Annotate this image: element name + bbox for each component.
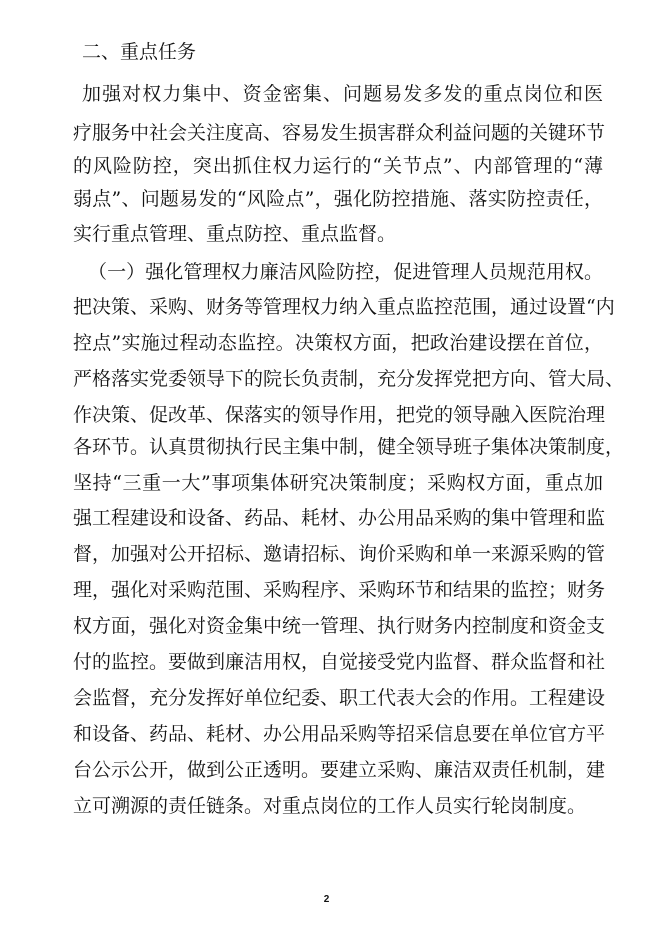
paragraph-2-line-1: （一）强化管理权力廉洁风险防控，促进管理人员规范用权。 — [88, 261, 603, 283]
paragraph-2-line-15: 台公示公开，做到公正透明。要建立采购、廉洁双责任机制，建 — [73, 759, 606, 781]
paragraph-2-line-6: 各环节。认真贯彻执行民主集中制，健全领导班子集体决策制度， — [73, 436, 625, 458]
paragraph-2-line-14: 和设备、药品、耗材、办公用品采购等招采信息要在单位官方平 — [73, 723, 606, 745]
paragraph-2-line-12: 付的监控。要做到廉洁用权，自觉接受党内监督、群众监督和社 — [73, 651, 606, 673]
section-heading: 二、重点任务 — [82, 41, 197, 63]
paragraph-2-line-2: 把决策、采购、财务等管理权力纳入重点监控范围，通过设置“内 — [73, 296, 615, 318]
paragraph-2-line-5: 作决策、促改革、保落实的领导作用，把党的领导融入医院治理 — [73, 404, 606, 426]
paragraph-2-line-8: 强工程建设和设备、药品、耗材、办公用品采购的集中管理和监 — [73, 507, 606, 529]
paragraph-1-line-3: 的风险防控，突出抓住权力运行的“关节点”、内部管理的“薄 — [73, 155, 603, 177]
paragraph-2-line-16: 立可溯源的责任链条。对重点岗位的工作人员实行轮岗制度。 — [73, 795, 587, 817]
paragraph-2-line-3: 控点”实施过程动态监控。决策权方面，把政治建设摆在首位， — [73, 332, 603, 354]
paragraph-2-line-7: 坚持“三重一大”事项集体研究决策制度；采购权方面，重点加 — [73, 472, 603, 494]
paragraph-2-line-10: 理，强化对采购范围、采购程序、采购环节和结果的监控；财务 — [73, 579, 606, 601]
paragraph-2-line-13: 会监督，充分发挥好单位纪委、职工代表大会的作用。工程建设 — [73, 687, 606, 709]
paragraph-1-line-1: 加强对权力集中、资金密集、问题易发多发的重点岗位和医 — [82, 83, 603, 105]
paragraph-2-line-9: 督，加强对公开招标、邀请招标、询价采购和单一来源采购的管 — [73, 543, 606, 565]
page-number: 2 — [323, 894, 330, 905]
paragraph-1-line-4: 弱点”、问题易发的“风险点”，强化防控措施、落实防控责任， — [73, 188, 603, 210]
paragraph-1-line-2: 疗服务中社会关注度高、容易发生损害群众利益问题的关键环节 — [73, 122, 606, 144]
paragraph-2-line-4: 严格落实党委领导下的院长负责制，充分发挥党把方向、管大局、 — [73, 368, 625, 390]
paragraph-2-line-11: 权方面，强化对资金集中统一管理、执行财务内控制度和资金支 — [73, 615, 606, 637]
paragraph-1-line-5: 实行重点管理、重点防控、重点监督。 — [73, 223, 397, 245]
